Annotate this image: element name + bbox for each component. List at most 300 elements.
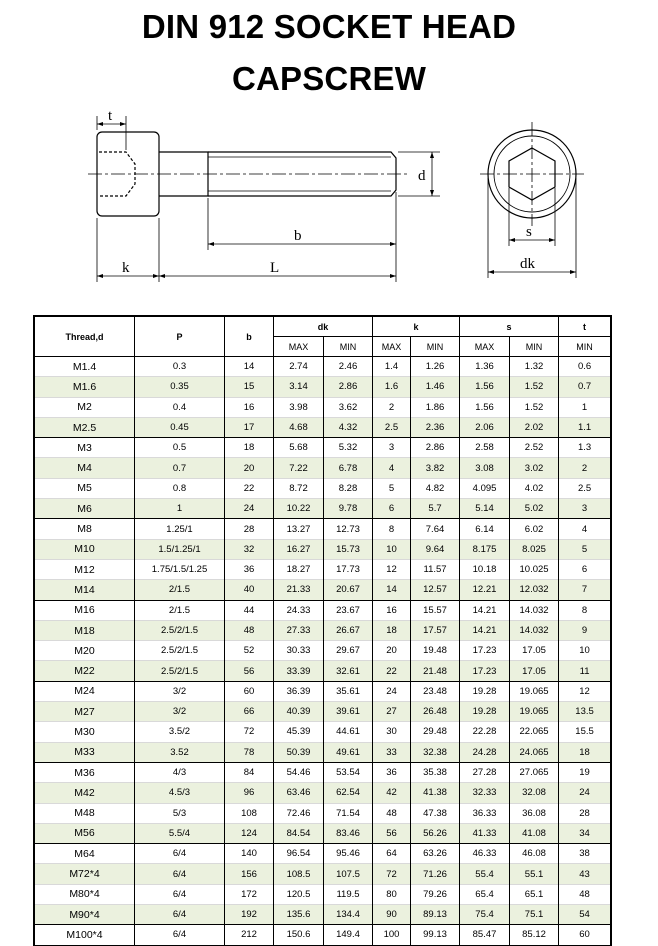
table-cell: 12 bbox=[373, 559, 411, 579]
table-cell: 0.7 bbox=[135, 458, 225, 478]
table-cell: 2.36 bbox=[411, 417, 460, 437]
table-cell: 32 bbox=[225, 539, 274, 559]
table-cell: 40.39 bbox=[274, 702, 324, 722]
table-cell: 5 bbox=[373, 478, 411, 498]
table-cell: 3 bbox=[559, 499, 611, 519]
table-cell: 6 bbox=[559, 559, 611, 579]
table-cell: 72 bbox=[373, 864, 411, 884]
table-cell: 56.26 bbox=[411, 823, 460, 843]
header-dk-max: MAX bbox=[274, 337, 324, 357]
table-row bbox=[35, 702, 611, 722]
table-cell: 5/3 bbox=[135, 803, 225, 823]
table-cell: 17.57 bbox=[411, 620, 460, 640]
table-cell: 3.98 bbox=[274, 397, 324, 417]
table-cell: 0.4 bbox=[135, 397, 225, 417]
table-cell: 48 bbox=[225, 620, 274, 640]
header-s-min: MIN bbox=[510, 337, 559, 357]
label-d: d bbox=[418, 168, 426, 184]
table-row bbox=[35, 417, 611, 437]
label-L: L bbox=[270, 260, 280, 276]
table-cell: 14 bbox=[373, 580, 411, 600]
table-cell: 49.61 bbox=[324, 742, 373, 762]
table-cell: M33 bbox=[35, 742, 135, 762]
table-cell: 1.6 bbox=[373, 377, 411, 397]
table-cell: 18 bbox=[373, 620, 411, 640]
table-cell: 2.5/2/1.5 bbox=[135, 661, 225, 681]
table-cell: 96.54 bbox=[274, 844, 324, 864]
table-cell: 41.08 bbox=[510, 823, 559, 843]
table-cell: 35.38 bbox=[411, 762, 460, 782]
header-thread: Thread,d bbox=[35, 317, 135, 357]
table-cell: 6.02 bbox=[510, 519, 559, 539]
table-cell: 150.6 bbox=[274, 925, 324, 945]
table-cell: 140 bbox=[225, 844, 274, 864]
table-cell: 45.39 bbox=[274, 722, 324, 742]
table-cell: 1.4 bbox=[373, 357, 411, 377]
table-cell: 5.14 bbox=[460, 499, 510, 519]
header-t-min: MIN bbox=[559, 337, 611, 357]
table-cell: 10.18 bbox=[460, 559, 510, 579]
table-cell: 3/2 bbox=[135, 681, 225, 701]
table-cell: 4 bbox=[373, 458, 411, 478]
table-cell: 72 bbox=[225, 722, 274, 742]
table-cell: 14.21 bbox=[460, 620, 510, 640]
table-cell: 9.64 bbox=[411, 539, 460, 559]
header-k: k bbox=[373, 317, 460, 337]
table-row bbox=[35, 884, 611, 904]
table-cell: 192 bbox=[225, 905, 274, 925]
table-cell: 1 bbox=[559, 397, 611, 417]
table-cell: M90*4 bbox=[35, 905, 135, 925]
table-cell: M10 bbox=[35, 539, 135, 559]
table-cell: M18 bbox=[35, 620, 135, 640]
table-cell: M36 bbox=[35, 762, 135, 782]
table-cell: 66 bbox=[225, 702, 274, 722]
table-cell: 17.05 bbox=[510, 641, 559, 661]
table-cell: 27.28 bbox=[460, 762, 510, 782]
table-row bbox=[35, 905, 611, 925]
table-cell: 90 bbox=[373, 905, 411, 925]
table-row bbox=[35, 823, 611, 843]
table-cell: 27 bbox=[373, 702, 411, 722]
table-row bbox=[35, 641, 611, 661]
table-cell: 15.57 bbox=[411, 600, 460, 620]
table-cell: 22 bbox=[373, 661, 411, 681]
table-cell: 17.23 bbox=[460, 661, 510, 681]
table-cell: 3.52 bbox=[135, 742, 225, 762]
table-cell: 18 bbox=[559, 742, 611, 762]
table-cell: 1.56 bbox=[460, 397, 510, 417]
table-cell: 1.3 bbox=[559, 438, 611, 458]
table-cell: 2.52 bbox=[510, 438, 559, 458]
table-cell: 0.35 bbox=[135, 377, 225, 397]
table-cell: 11.57 bbox=[411, 559, 460, 579]
table-cell: 5.68 bbox=[274, 438, 324, 458]
table-cell: 41.33 bbox=[460, 823, 510, 843]
table-cell: 8.72 bbox=[274, 478, 324, 498]
table-cell: 3 bbox=[373, 438, 411, 458]
header-s-max: MAX bbox=[460, 337, 510, 357]
table-cell: 29.67 bbox=[324, 641, 373, 661]
table-cell: 32.08 bbox=[510, 783, 559, 803]
table-cell: M8 bbox=[35, 519, 135, 539]
table-cell: 108.5 bbox=[274, 864, 324, 884]
table-cell: 6/4 bbox=[135, 844, 225, 864]
table-cell: 43 bbox=[559, 864, 611, 884]
table-cell: 0.45 bbox=[135, 417, 225, 437]
table-cell: 6/4 bbox=[135, 864, 225, 884]
table-cell: 4/3 bbox=[135, 762, 225, 782]
table-cell: 55.4 bbox=[460, 864, 510, 884]
table-cell: 2/1.5 bbox=[135, 600, 225, 620]
table-cell: 52 bbox=[225, 641, 274, 661]
table-cell: 15.73 bbox=[324, 539, 373, 559]
table-cell: 2/1.5 bbox=[135, 580, 225, 600]
table-cell: 8 bbox=[373, 519, 411, 539]
table-row bbox=[35, 499, 611, 519]
table-cell: 22 bbox=[225, 478, 274, 498]
table-cell: M64 bbox=[35, 844, 135, 864]
table-cell: 6/4 bbox=[135, 905, 225, 925]
table-cell: 32.61 bbox=[324, 661, 373, 681]
table-cell: M42 bbox=[35, 783, 135, 803]
table-cell: 2.5 bbox=[373, 417, 411, 437]
table-cell: 42 bbox=[373, 783, 411, 803]
table-cell: 23.67 bbox=[324, 600, 373, 620]
table-cell: M48 bbox=[35, 803, 135, 823]
table-row bbox=[35, 762, 611, 782]
table-cell: 12.21 bbox=[460, 580, 510, 600]
table-cell: 100 bbox=[373, 925, 411, 945]
table-cell: 21.48 bbox=[411, 661, 460, 681]
table-cell: 3.02 bbox=[510, 458, 559, 478]
table-cell: 54.46 bbox=[274, 762, 324, 782]
table-cell: M27 bbox=[35, 702, 135, 722]
table-cell: M4 bbox=[35, 458, 135, 478]
table-cell: 9.78 bbox=[324, 499, 373, 519]
header-b: b bbox=[225, 317, 274, 357]
table-row bbox=[35, 783, 611, 803]
table-cell: 14.21 bbox=[460, 600, 510, 620]
table-cell: 0.6 bbox=[559, 357, 611, 377]
table-cell: 14.032 bbox=[510, 600, 559, 620]
table-cell: 1.86 bbox=[411, 397, 460, 417]
label-s: s bbox=[526, 224, 532, 240]
table-cell: M14 bbox=[35, 580, 135, 600]
table-cell: 4.02 bbox=[510, 478, 559, 498]
table-cell: 65.1 bbox=[510, 884, 559, 904]
table-cell: M16 bbox=[35, 600, 135, 620]
table-cell: 6/4 bbox=[135, 925, 225, 945]
table-body bbox=[35, 357, 611, 946]
table-cell: 0.5 bbox=[135, 438, 225, 458]
table-cell: 99.13 bbox=[411, 925, 460, 945]
label-b: b bbox=[294, 228, 302, 244]
table-cell: 1.36 bbox=[460, 357, 510, 377]
table-cell: 79.26 bbox=[411, 884, 460, 904]
table-cell: M3 bbox=[35, 438, 135, 458]
table-cell: 60 bbox=[559, 925, 611, 945]
table-cell: 48 bbox=[373, 803, 411, 823]
table-cell: 2.5/2/1.5 bbox=[135, 641, 225, 661]
header-p: P bbox=[135, 317, 225, 357]
table-cell: 134.4 bbox=[324, 905, 373, 925]
table-cell: 16.27 bbox=[274, 539, 324, 559]
table-cell: 2.58 bbox=[460, 438, 510, 458]
table-row bbox=[35, 803, 611, 823]
table-cell: 3.5/2 bbox=[135, 722, 225, 742]
table-row bbox=[35, 844, 611, 864]
table-cell: 75.1 bbox=[510, 905, 559, 925]
table-row bbox=[35, 620, 611, 640]
table-cell: 63.26 bbox=[411, 844, 460, 864]
table-cell: 5 bbox=[559, 539, 611, 559]
table-cell: 8.28 bbox=[324, 478, 373, 498]
table-cell: 12.032 bbox=[510, 580, 559, 600]
table-cell: 50.39 bbox=[274, 742, 324, 762]
table-cell: 0.3 bbox=[135, 357, 225, 377]
table-row bbox=[35, 559, 611, 579]
table-cell: 63.46 bbox=[274, 783, 324, 803]
table-cell: 60 bbox=[225, 681, 274, 701]
table-cell: 17.05 bbox=[510, 661, 559, 681]
table-cell: 10.22 bbox=[274, 499, 324, 519]
table-cell: 3.08 bbox=[460, 458, 510, 478]
table-cell: 17.73 bbox=[324, 559, 373, 579]
table-cell: 7.64 bbox=[411, 519, 460, 539]
table-cell: 85.12 bbox=[510, 925, 559, 945]
table-cell: M6 bbox=[35, 499, 135, 519]
table-cell: 10.025 bbox=[510, 559, 559, 579]
table-cell: 78 bbox=[225, 742, 274, 762]
table-cell: 120.5 bbox=[274, 884, 324, 904]
table-cell: 3/2 bbox=[135, 702, 225, 722]
label-k: k bbox=[122, 260, 130, 276]
table-cell: 119.5 bbox=[324, 884, 373, 904]
table-cell: 21.33 bbox=[274, 580, 324, 600]
table-cell: 135.6 bbox=[274, 905, 324, 925]
table-cell: M100*4 bbox=[35, 925, 135, 945]
table-cell: 72.46 bbox=[274, 803, 324, 823]
table-cell: 4.68 bbox=[274, 417, 324, 437]
table-cell: 39.61 bbox=[324, 702, 373, 722]
table-cell: 55.1 bbox=[510, 864, 559, 884]
table-row bbox=[35, 357, 611, 377]
table-cell: 71.54 bbox=[324, 803, 373, 823]
table-cell: 8.175 bbox=[460, 539, 510, 559]
table-cell: M24 bbox=[35, 681, 135, 701]
table-cell: 24.065 bbox=[510, 742, 559, 762]
table-cell: 75.4 bbox=[460, 905, 510, 925]
table-cell: 9 bbox=[559, 620, 611, 640]
table-cell: M5 bbox=[35, 478, 135, 498]
table-cell: M80*4 bbox=[35, 884, 135, 904]
table-cell: M22 bbox=[35, 661, 135, 681]
table-cell: 4.82 bbox=[411, 478, 460, 498]
table-cell: 24 bbox=[559, 783, 611, 803]
table-cell: 84.54 bbox=[274, 823, 324, 843]
table-cell: 32.33 bbox=[460, 783, 510, 803]
table-cell: 4.32 bbox=[324, 417, 373, 437]
table-row bbox=[35, 681, 611, 701]
table-cell: 0.7 bbox=[559, 377, 611, 397]
table-cell: 6.78 bbox=[324, 458, 373, 478]
table-cell: 24 bbox=[225, 499, 274, 519]
table-cell: 36 bbox=[373, 762, 411, 782]
table-cell: 1.32 bbox=[510, 357, 559, 377]
table-cell: 27.33 bbox=[274, 620, 324, 640]
table-cell: 28 bbox=[225, 519, 274, 539]
table-cell: 124 bbox=[225, 823, 274, 843]
table-cell: 2.5 bbox=[559, 478, 611, 498]
table-cell: 27.065 bbox=[510, 762, 559, 782]
table-cell: 2 bbox=[559, 458, 611, 478]
label-t: t bbox=[108, 108, 113, 124]
table-cell: 71.26 bbox=[411, 864, 460, 884]
table-cell: 29.48 bbox=[411, 722, 460, 742]
table-cell: 46.08 bbox=[510, 844, 559, 864]
table-cell: 107.5 bbox=[324, 864, 373, 884]
table-cell: 36.33 bbox=[460, 803, 510, 823]
table-cell: 149.4 bbox=[324, 925, 373, 945]
table-cell: 83.46 bbox=[324, 823, 373, 843]
table-cell: 1 bbox=[135, 499, 225, 519]
table-cell: 10 bbox=[559, 641, 611, 661]
table-cell: M72*4 bbox=[35, 864, 135, 884]
page-title-line-2: CAPSCREW bbox=[231, 60, 427, 97]
table-cell: 64 bbox=[373, 844, 411, 864]
table-cell: M20 bbox=[35, 641, 135, 661]
table-row bbox=[35, 864, 611, 884]
table-cell: 44 bbox=[225, 600, 274, 620]
table-cell: 46.33 bbox=[460, 844, 510, 864]
table-cell: M12 bbox=[35, 559, 135, 579]
table-cell: 56 bbox=[225, 661, 274, 681]
table-row bbox=[35, 377, 611, 397]
table-cell: M2 bbox=[35, 397, 135, 417]
table-cell: 85.47 bbox=[460, 925, 510, 945]
table-cell: 19.48 bbox=[411, 641, 460, 661]
table-row bbox=[35, 580, 611, 600]
table-cell: 53.54 bbox=[324, 762, 373, 782]
table-cell: 2.74 bbox=[274, 357, 324, 377]
header-k-min: MIN bbox=[411, 337, 460, 357]
table-cell: 19.065 bbox=[510, 702, 559, 722]
table-cell: 40 bbox=[225, 580, 274, 600]
table-cell: 1.52 bbox=[510, 397, 559, 417]
table-cell: 156 bbox=[225, 864, 274, 884]
table-cell: 48 bbox=[559, 884, 611, 904]
table-cell: 20 bbox=[373, 641, 411, 661]
table-cell: 5.32 bbox=[324, 438, 373, 458]
table-cell: 22.28 bbox=[460, 722, 510, 742]
table-cell: 22.065 bbox=[510, 722, 559, 742]
table-row bbox=[35, 539, 611, 559]
header-dk-min: MIN bbox=[324, 337, 373, 357]
table-cell: 3.82 bbox=[411, 458, 460, 478]
table-cell: 10 bbox=[373, 539, 411, 559]
table-cell: 4.5/3 bbox=[135, 783, 225, 803]
table-row bbox=[35, 397, 611, 417]
table-cell: 30 bbox=[373, 722, 411, 742]
table-cell: 33.39 bbox=[274, 661, 324, 681]
table-cell: 2.02 bbox=[510, 417, 559, 437]
table-cell: 2.46 bbox=[324, 357, 373, 377]
table-cell: 95.46 bbox=[324, 844, 373, 864]
table-cell: 62.54 bbox=[324, 783, 373, 803]
table-cell: 1.5/1.25/1 bbox=[135, 539, 225, 559]
table-cell: 1.1 bbox=[559, 417, 611, 437]
table-cell: 1.25/1 bbox=[135, 519, 225, 539]
table-cell: 3.62 bbox=[324, 397, 373, 417]
table-cell: 54 bbox=[559, 905, 611, 925]
table-cell: 23.48 bbox=[411, 681, 460, 701]
table-cell: M1.6 bbox=[35, 377, 135, 397]
table-cell: 6.14 bbox=[460, 519, 510, 539]
table-cell: 2.86 bbox=[411, 438, 460, 458]
table-cell: 19.28 bbox=[460, 681, 510, 701]
table-cell: 108 bbox=[225, 803, 274, 823]
table-row bbox=[35, 925, 611, 945]
table-cell: 44.61 bbox=[324, 722, 373, 742]
page-title-line-1: DIN 912 SOCKET HEAD bbox=[141, 8, 517, 45]
table-cell: 172 bbox=[225, 884, 274, 904]
table-row bbox=[35, 600, 611, 620]
table-cell: 4.095 bbox=[460, 478, 510, 498]
table-cell: 80 bbox=[373, 884, 411, 904]
table-row bbox=[35, 458, 611, 478]
table-cell: 15.5 bbox=[559, 722, 611, 742]
table-cell: 1.26 bbox=[411, 357, 460, 377]
table-row bbox=[35, 722, 611, 742]
table-cell: 3.14 bbox=[274, 377, 324, 397]
table-cell: 5.7 bbox=[411, 499, 460, 519]
table-cell: 18.27 bbox=[274, 559, 324, 579]
table-cell: 41.38 bbox=[411, 783, 460, 803]
table-row bbox=[35, 478, 611, 498]
table-cell: 7 bbox=[559, 580, 611, 600]
table-cell: 33 bbox=[373, 742, 411, 762]
table-cell: 17 bbox=[225, 417, 274, 437]
table-cell: 1.56 bbox=[460, 377, 510, 397]
table-cell: M2.5 bbox=[35, 417, 135, 437]
table-cell: 12 bbox=[559, 681, 611, 701]
table-cell: 1.52 bbox=[510, 377, 559, 397]
table-cell: 56 bbox=[373, 823, 411, 843]
label-dk: dk bbox=[520, 256, 535, 272]
table-row bbox=[35, 438, 611, 458]
table-cell: 212 bbox=[225, 925, 274, 945]
header-k-max: MAX bbox=[373, 337, 411, 357]
table-cell: 30.33 bbox=[274, 641, 324, 661]
table-cell: 17.23 bbox=[460, 641, 510, 661]
table-cell: 20.67 bbox=[324, 580, 373, 600]
table-cell: 15 bbox=[225, 377, 274, 397]
table-cell: 16 bbox=[225, 397, 274, 417]
table-cell: 6/4 bbox=[135, 884, 225, 904]
table-cell: 35.61 bbox=[324, 681, 373, 701]
table-cell: 8.025 bbox=[510, 539, 559, 559]
table-row bbox=[35, 519, 611, 539]
table-row bbox=[35, 742, 611, 762]
table-cell: M1.4 bbox=[35, 357, 135, 377]
table-cell: 24 bbox=[373, 681, 411, 701]
table-cell: 14 bbox=[225, 357, 274, 377]
table-cell: 36.08 bbox=[510, 803, 559, 823]
table-cell: 7.22 bbox=[274, 458, 324, 478]
table-cell: M30 bbox=[35, 722, 135, 742]
table-cell: 84 bbox=[225, 762, 274, 782]
